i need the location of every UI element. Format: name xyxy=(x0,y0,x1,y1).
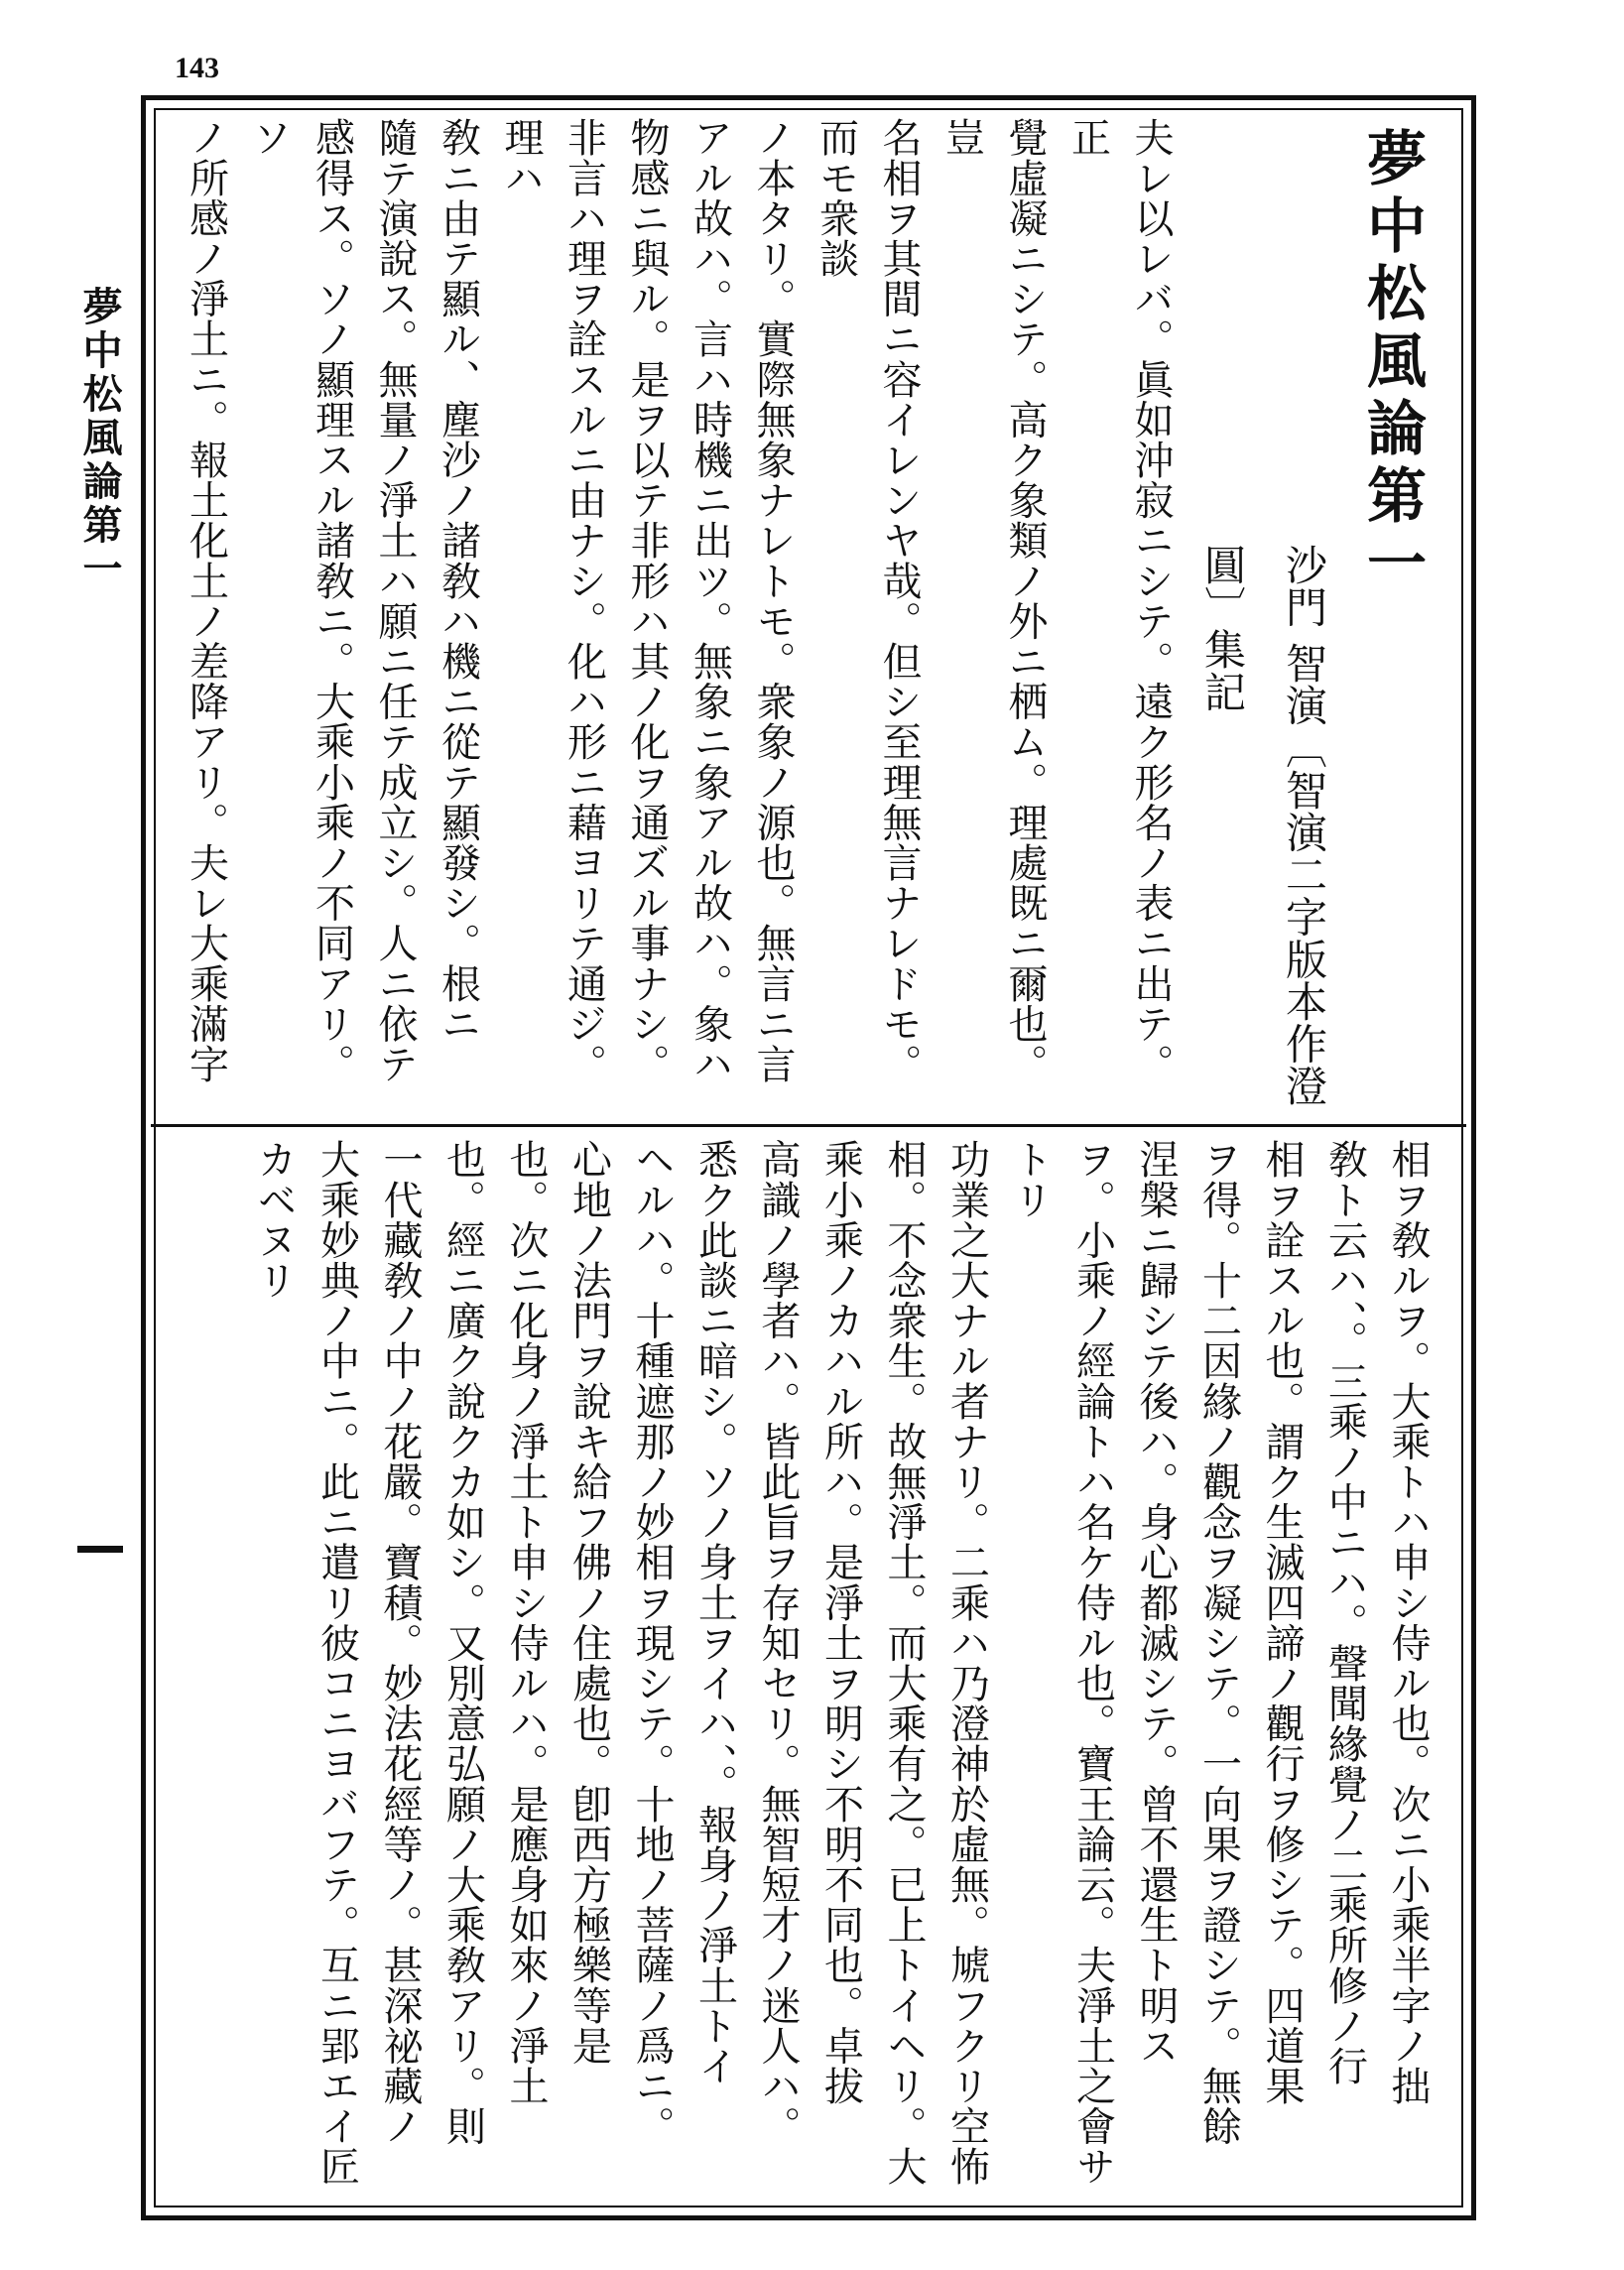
lower-line-7: 功業之大ナル者ナリ。二乘ハ乃澄神於虛無。虓フクリ空怖 xyxy=(943,1139,990,2187)
upper-panel xyxy=(181,117,1438,1109)
lower-line-2: 敎ト云ハ、。三乘ノ中ニハ。聲聞緣覺ノ二乘所修ノ行 xyxy=(1321,1139,1368,2086)
upper-line-6: 物感ニ與ル。是ヲ以テ非形ハ其ノ化ヲ通ズル事ナシ。 xyxy=(624,117,670,1084)
lower-line-15: 也。經ニ廣ク說クカ如シ。又別意弘願ノ大乘敎アリ。則 xyxy=(439,1139,486,2146)
upper-line-10: 感得ス。ソノ顯理スル諸敎ニ。大乘小乘ノ不同アリ。ソ xyxy=(246,117,355,1084)
upper-line-3: 名相ヲ其間ニ容イレンヤ哉。但シ至理無言ナレドモ。而モ衆談 xyxy=(812,117,922,1084)
lower-panel xyxy=(181,1139,1438,2191)
upper-line-4: ノ本タリ。實際無象ナレトモ。衆象ノ源也。無言ニ言 xyxy=(750,117,796,1084)
upper-line-5: アル故ハ。言ハ時機ニ出ツ。無象ニ象アル故ハ。象ハ xyxy=(687,117,733,1084)
author-line: 沙門 智演〔智演二字版本作澄圓〕集記 xyxy=(1198,544,1328,1107)
lower-line-14: 也。次ニ化身ノ淨土ト申シ侍ルハ。是應身如來ノ淨土 xyxy=(503,1139,549,2106)
running-head: 夢中松風論第一 xyxy=(76,286,123,591)
lower-line-5: 涅槃ニ歸シテ後ハ。身心都滅シテ。曾不還生ト明ス xyxy=(1133,1139,1179,2066)
lower-line-3: 相ヲ詮スル也。謂ク生滅四諦ノ觀行ヲ修シテ。四道果 xyxy=(1259,1139,1305,2106)
lower-line-16: 一代藏敎ノ中ノ花嚴。寶積。妙法花經等ノ。甚深祕藏ノ xyxy=(377,1139,423,2146)
lower-line-12: ヘルハ。十種遮那ノ妙相ヲ現シテ。十地ノ菩薩ノ爲ニ。 xyxy=(629,1139,675,2146)
upper-line-7: 非言ハ理ヲ詮スルニ由ナシ。化ハ形ニ藉ヨリテ通ジ。理ハ xyxy=(498,117,607,1084)
lower-line-1: 相ヲ敎ルヲ。大乘トハ申シ侍ル也。次ニ小乘半字ノ拙 xyxy=(1385,1139,1431,2106)
lower-line-6: ヲ。小乘ノ經論トハ名ケ侍ル也。寶王論云。夫淨土之會サトリ xyxy=(1007,1139,1116,2187)
upper-line-8: 敎ニ由テ顯ル、塵沙ノ諸敎ハ機ニ從テ顯發シ。根ニ xyxy=(435,117,481,1044)
upper-line-2: 覺虛凝ニシテ。高ク象類ノ外ニ栖ム。理處既ニ爾也。豈 xyxy=(938,117,1048,1084)
lower-line-11: 悉ク此談ニ暗シ。ソノ身土ヲイハ、。報身ノ淨土トイ xyxy=(691,1139,738,2086)
lower-line-13: 心地ノ法門ヲ說キ給フ佛ノ住處也。卽西方極樂等是 xyxy=(565,1139,612,2066)
upper-line-9: 隨テ演說ス。無量ノ淨土ハ願ニ任テ成立シ。人ニ依テ xyxy=(372,117,418,1084)
upper-line-11: ノ所感ノ淨土ニ。報土化土ノ差降アリ。夫レ大乘滿字 xyxy=(183,117,229,1084)
lower-line-17: 大乘妙典ノ中ニ。此ニ遣リ彼コニヨバフテ。互ニ郢エイ匠カベヌリ xyxy=(251,1139,360,2187)
upper-line-1: 夫レ以レバ。眞如沖寂ニシテ。遠ク形名ノ表ニ出テ。正 xyxy=(1064,117,1174,1084)
lower-line-8: 相。不念衆生。故無淨土。而大乘有之。已上トイヘリ。大 xyxy=(881,1139,927,2187)
page-number: 143 xyxy=(175,52,219,84)
chapter-title: 夢中松風論第一 xyxy=(1357,127,1427,599)
section-marker xyxy=(77,1546,123,1553)
panel-divider xyxy=(151,1124,1466,1127)
lower-line-9: 乘小乘ノカハル所ハ。是淨土ヲ明シ不明不同也。卓拔 xyxy=(817,1139,864,2106)
lower-line-10: 高識ノ學者ハ。皆此旨ヲ存知セリ。無智短才ノ迷人ハ。 xyxy=(755,1139,801,2146)
lower-line-4: ヲ得。十二因緣ノ觀念ヲ凝シテ。一向果ヲ證シテ。無餘 xyxy=(1195,1139,1242,2146)
